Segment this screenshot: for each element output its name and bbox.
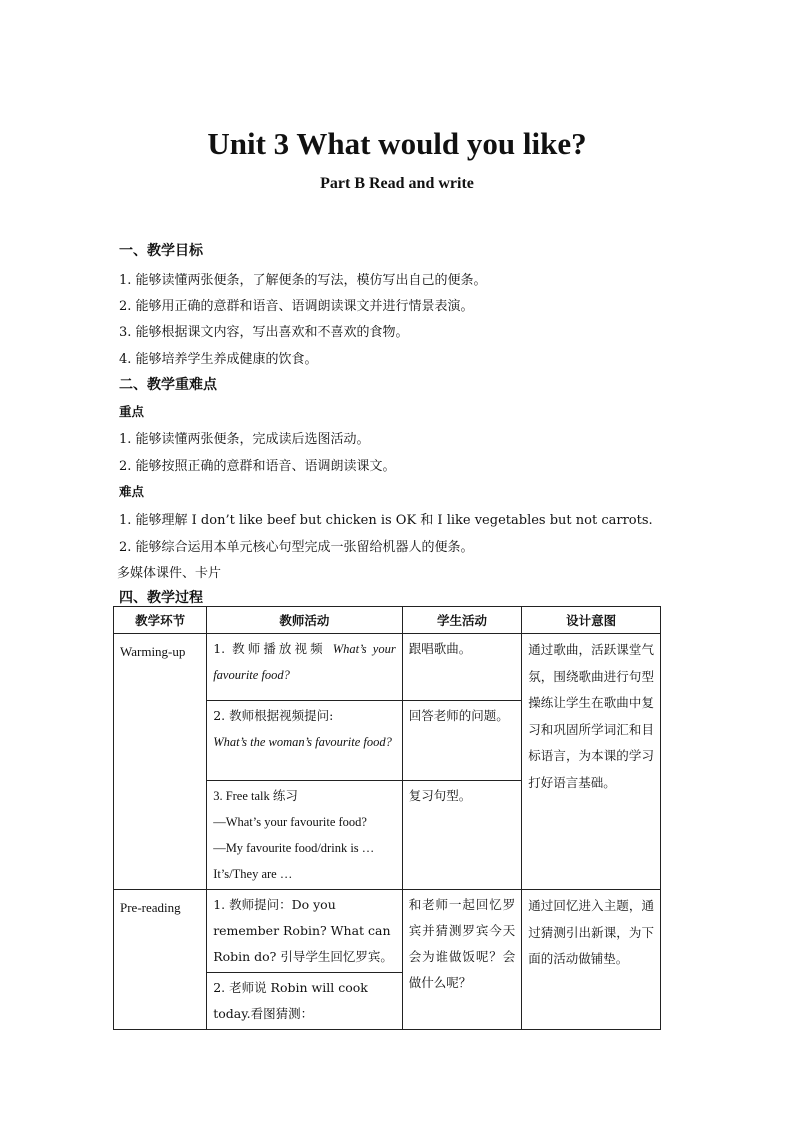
student-activity: 复习句型。 — [402, 781, 522, 890]
materials-text: 多媒体课件、卡片 — [117, 566, 222, 581]
page-subtitle: Part B Read and write — [320, 175, 474, 192]
free-talk-line: It’s/They are … — [213, 867, 293, 881]
header-teacher-activity: 教师活动 — [207, 607, 403, 634]
teaching-process-table — [113, 606, 661, 1030]
key-point-item: 1. 能够读懂两张便条，完成读后选图活动。 — [119, 432, 370, 447]
teacher-activity-text: 1. 教师播放视频 — [213, 641, 333, 656]
teacher-question: What’s the woman’s favourite food? — [213, 735, 392, 749]
student-activity: 跟唱歌曲。 — [402, 634, 522, 701]
teacher-activity: 2. 老师说 Robin will cook today.看图猜测： — [207, 973, 403, 1030]
teacher-activity — [207, 634, 403, 701]
section-heading-objectives: 一、教学目标 — [119, 243, 203, 259]
teacher-activity — [207, 701, 403, 781]
key-points-label: 重点 — [119, 404, 145, 419]
table-header-row — [114, 607, 661, 634]
table-row — [114, 890, 661, 973]
free-talk-line: 3. Free talk 练习 — [213, 789, 298, 803]
difficult-point-item: 2. 能够综合运用本单元核心句型完成一张留给机器人的便条。 — [119, 540, 474, 555]
teacher-activity: 1. 教师提问：Do you remember Robin? What can Robin do? 引导学生回忆罗宾。 — [207, 890, 403, 973]
section-heading-process: 四、教学过程 — [119, 590, 203, 606]
page-title: Unit 3 What would you like? — [207, 126, 587, 161]
table-row — [114, 634, 661, 701]
design-intent: 通过歌曲，活跃课堂气氛，围绕歌曲进行句型操练让学生在歌曲中复习和巩固所学词汇和目标语言，为本课的学习打好语言基础。 — [522, 634, 661, 890]
stage-pre-reading: Pre-reading — [114, 890, 207, 1030]
header-design-intent: 设计意图 — [522, 607, 661, 634]
header-student-activity: 学生活动 — [402, 607, 522, 634]
design-intent: 通过回忆进入主题，通过猜测引出新课，为下面的活动做铺垫。 — [522, 890, 661, 1030]
free-talk-line: —My favourite food/drink is … — [213, 841, 375, 855]
free-talk-line: —What’s your favourite food? — [213, 815, 367, 829]
objective-item: 1. 能够读懂两张便条，了解便条的写法，模仿写出自己的便条。 — [119, 273, 487, 288]
stage-warming-up: Warming-up — [114, 634, 207, 890]
song-title: What’s your favourite food? — [213, 642, 396, 682]
objective-item: 2. 能够用正确的意群和语音、语调朗读课文并进行情景表演。 — [119, 299, 474, 314]
teacher-activity-text: 2. 教师根据视频提问: — [213, 708, 334, 723]
section-heading-key-points: 二、教学重难点 — [119, 377, 217, 393]
key-point-item: 2. 能够按照正确的意群和语音、语调朗读课文。 — [119, 459, 396, 474]
difficult-point-item: 1. 能够理解 I don’t like beef but chicken is OK 和 I like vegetables but not carrots. — [119, 513, 653, 528]
teacher-activity — [207, 781, 403, 890]
objective-item: 3. 能够根据课文内容，写出喜欢和不喜欢的食物。 — [119, 325, 409, 340]
student-activity: 和老师一起回忆罗宾并猜测罗宾今天会为谁做饭呢？会做什么呢？ — [402, 890, 522, 1030]
difficult-points-label: 难点 — [119, 484, 145, 499]
objective-item: 4. 能够培养学生养成健康的饮食。 — [119, 352, 318, 367]
student-activity: 回答老师的问题。 — [402, 701, 522, 781]
header-stage: 教学环节 — [114, 607, 207, 634]
